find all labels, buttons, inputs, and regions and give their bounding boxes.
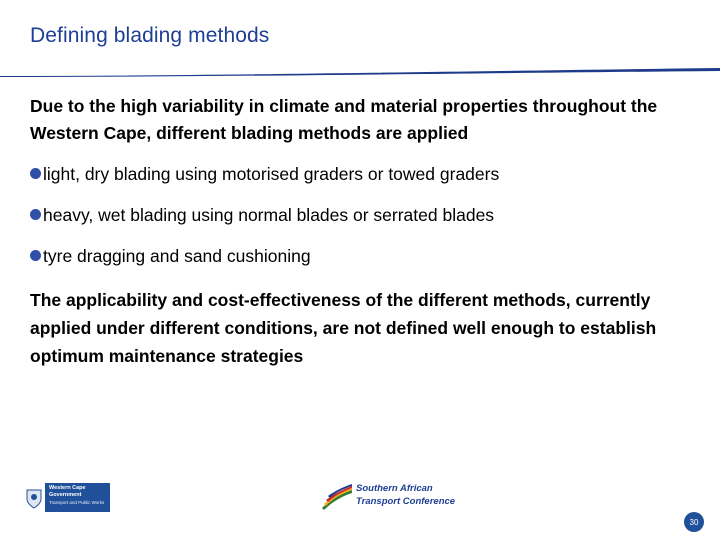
bullet-dot-icon [30, 209, 41, 220]
title-divider-swoosh [0, 66, 720, 78]
bullet-dot-icon [30, 250, 41, 261]
satc-logo-line1: Southern African [356, 483, 433, 494]
wc-logo-line1: Western Cape [49, 485, 86, 491]
bullet-dot-icon [30, 168, 41, 179]
bullet-item [30, 205, 494, 226]
page-number-badge: 30 [684, 512, 704, 532]
bullet-item [30, 246, 311, 267]
wc-logo-line3: Transport and Public Works [49, 500, 105, 505]
bullet-text: tyre dragging and sand cushioning [43, 246, 311, 266]
bullet-text: light, dry blading using motorised graders or towed graders [43, 164, 500, 184]
wc-logo-line2: Government [49, 492, 82, 498]
satc-logo [320, 482, 456, 514]
satc-swoosh-icon [320, 482, 354, 512]
satc-logo-line2: Transport Conference [356, 496, 456, 507]
western-cape-government-logo [23, 483, 110, 512]
crest-icon [23, 483, 45, 512]
conclusion-paragraph: The applicability and cost-effectiveness of the different methods, currently applied under different conditions, are not defined well enough to establish optimum maintenance strategies [30, 290, 657, 366]
intro-paragraph: Due to the high variability in climate and material properties throughout the Western Cape, different blading methods are applied [30, 96, 658, 143]
bullet-item [30, 164, 499, 185]
bullet-text: heavy, wet blading using normal blades or serrated blades [43, 205, 495, 225]
slide-title: Defining blading methods [30, 24, 270, 47]
